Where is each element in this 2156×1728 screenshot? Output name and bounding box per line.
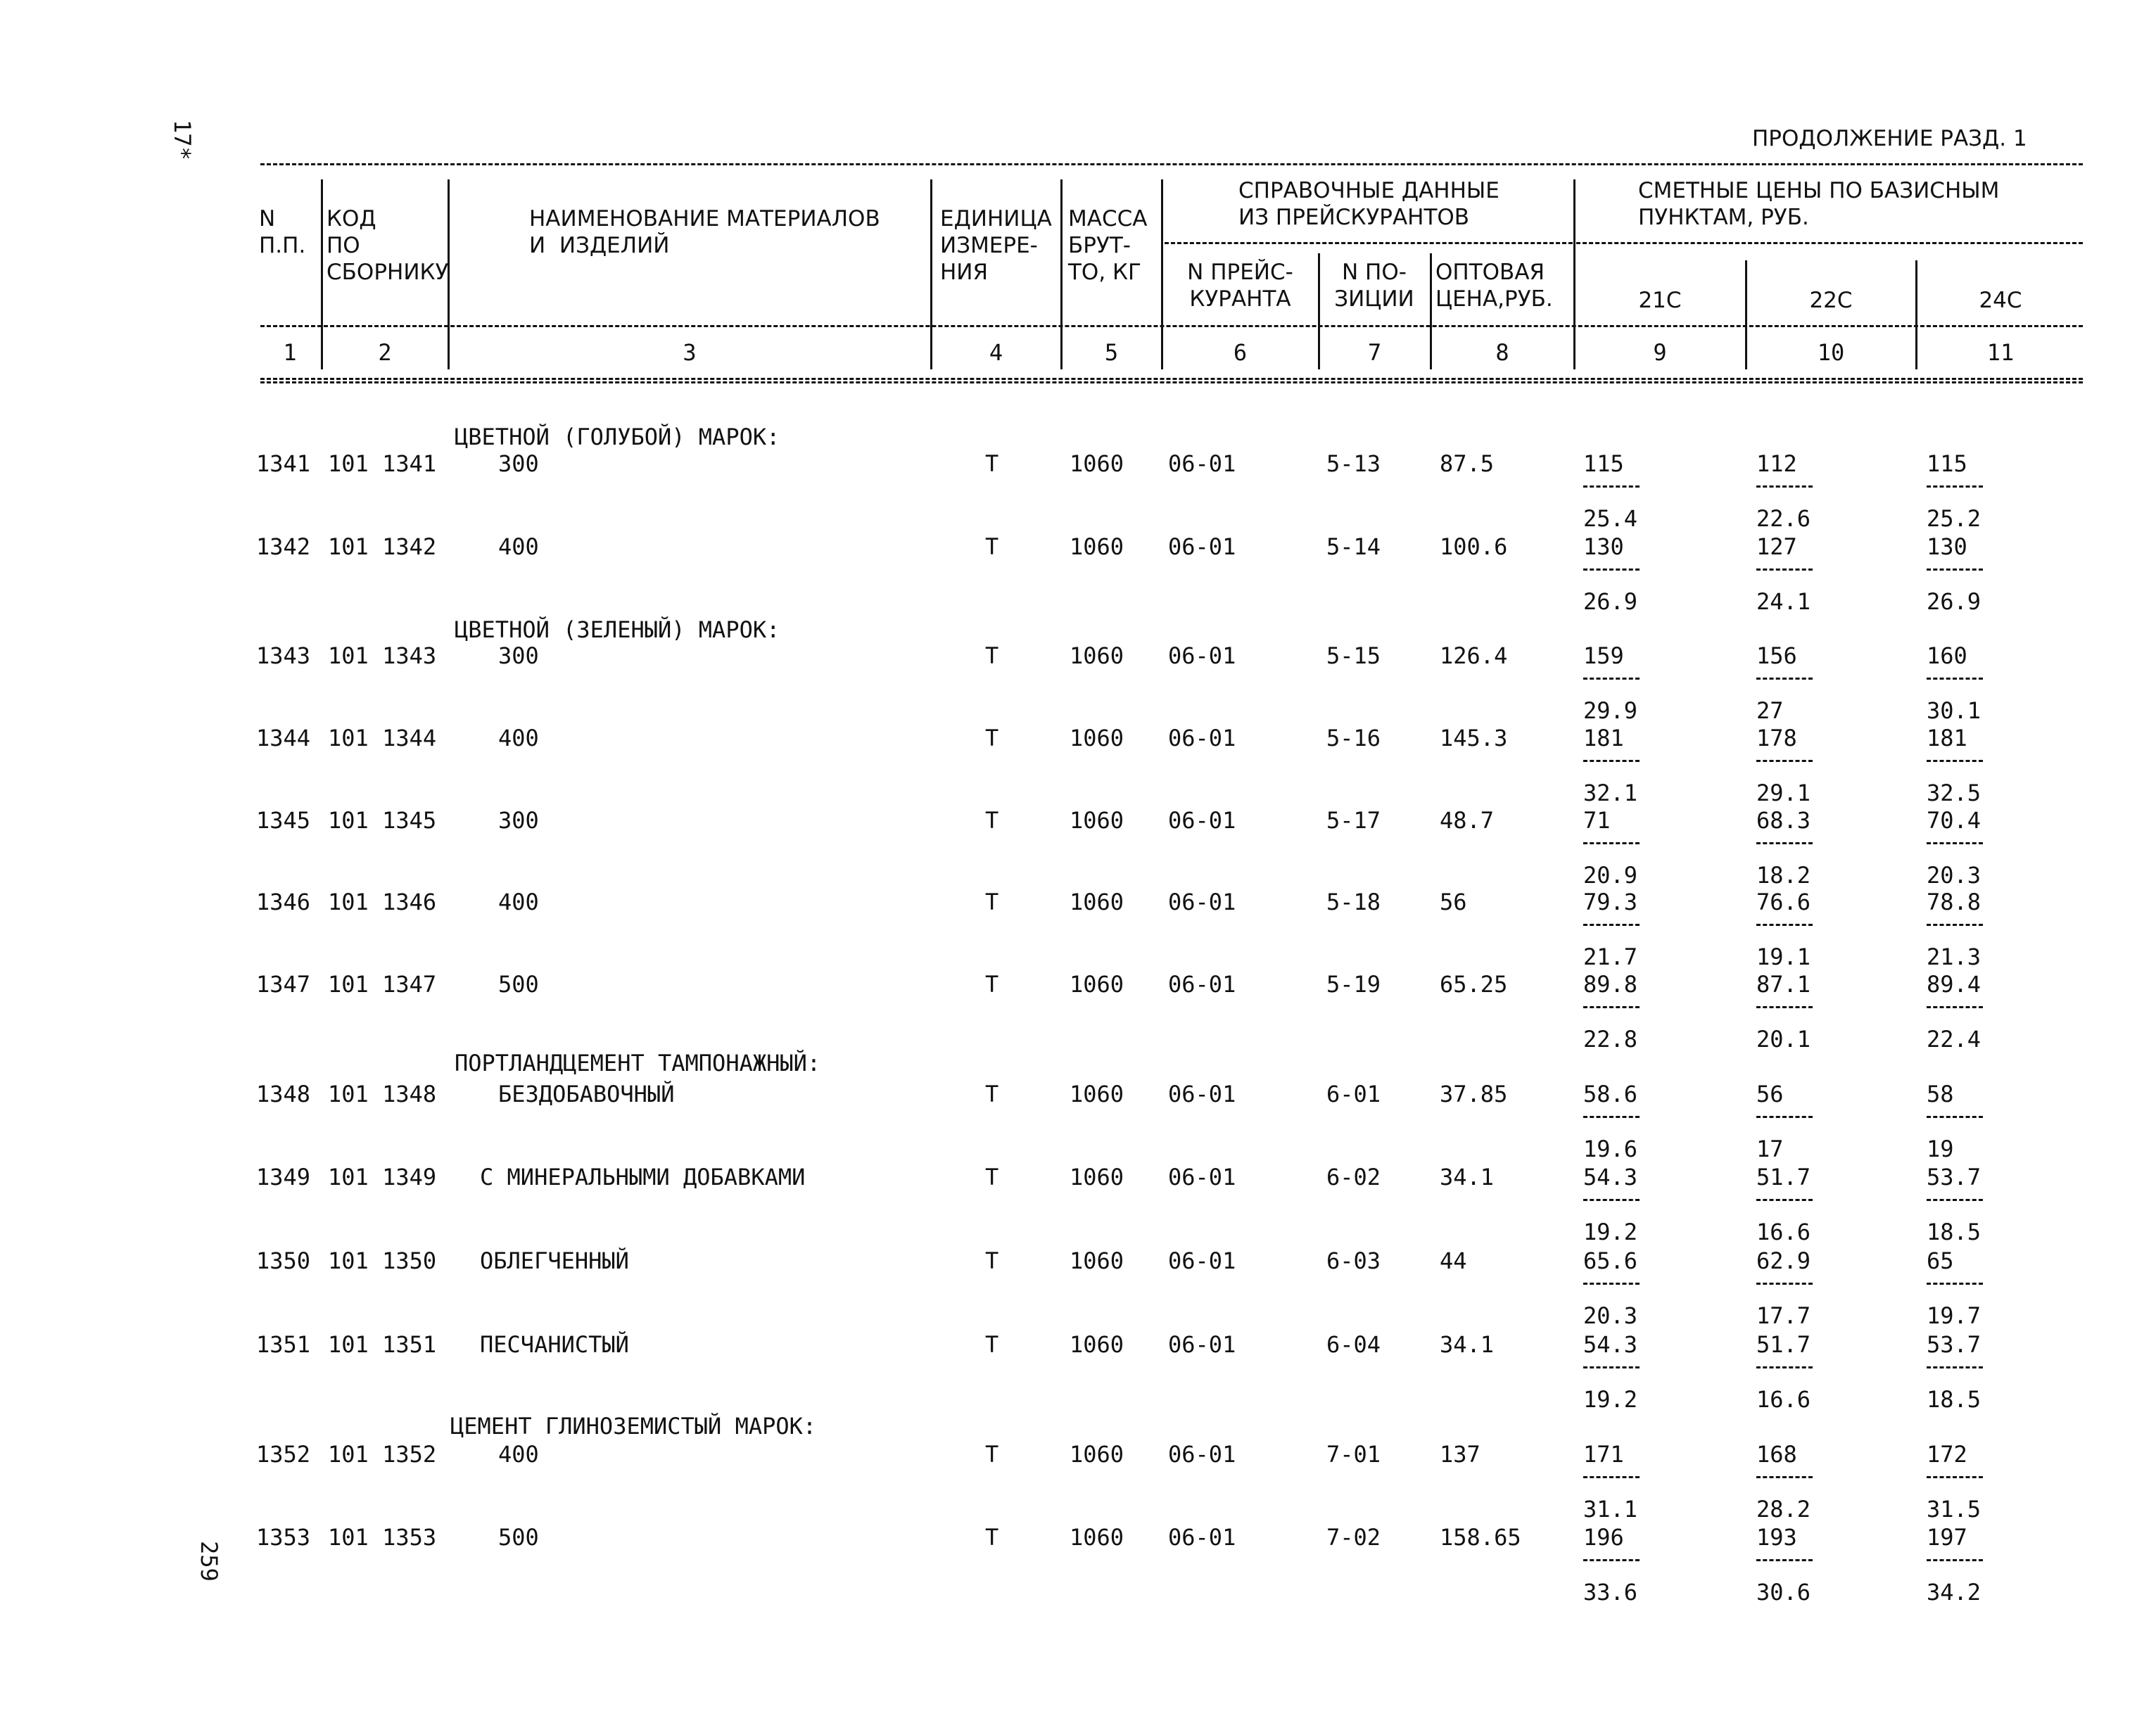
col-sep [1161,179,1163,369]
fraction-line [1756,1283,1813,1285]
price-p24-freight: 20.3 [1927,862,1981,889]
cell-n: 1344 [256,725,311,751]
fraction-line [1756,760,1813,762]
header-col10: 22С [1809,288,1853,313]
price-p21-freight: 19.2 [1583,1386,1638,1413]
cell-mass: 1060 [1070,1164,1124,1190]
header-col4: ЕДИНИЦА ИЗМЕРЕ- НИЯ [940,206,1052,285]
price-p24-freight: 22.4 [1927,1026,1981,1053]
cell-unit: Т [985,1331,999,1358]
fraction-line [1756,924,1813,926]
cell-n: 1352 [256,1441,311,1468]
fraction-line [1927,760,1983,762]
price-p21-base: 54.3 [1583,1331,1638,1358]
price-p22-base: 51.7 [1756,1164,1811,1190]
fraction-line [1927,1559,1983,1561]
cell-mass: 1060 [1070,1524,1124,1551]
cell-mass: 1060 [1070,450,1124,477]
cell-code: 101 1353 [328,1524,437,1551]
price-p24-base: 115 [1927,450,1967,477]
header-col5: МАССА БРУТ- ТО, КГ [1068,206,1148,285]
cell-price-list: 06-01 [1168,889,1236,915]
price-p24-freight: 30.1 [1927,697,1981,724]
cell-wholesale: 34.1 [1440,1331,1495,1358]
price-p22-base: 127 [1756,533,1797,560]
cell-code: 101 1341 [328,450,437,477]
cell-position: 6-04 [1326,1331,1381,1358]
fraction-line [1927,485,1983,488]
cell-position: 7-02 [1326,1524,1381,1551]
price-p24-base: 70.4 [1927,807,1981,834]
cell-n: 1342 [256,533,311,560]
cell-code: 101 1343 [328,642,437,669]
cell-name: БЕЗДОБАВОЧНЫЙ [498,1081,675,1107]
header-group-ref: СПРАВОЧНЫЕ ДАННЫЕ ИЗ ПРЕЙСКУРАНТОВ [1238,178,1499,230]
price-p24-base: 160 [1927,642,1967,669]
price-p24-base: 65 [1927,1247,1954,1274]
fraction-line [1583,1366,1640,1368]
header-col9: 21С [1638,288,1682,313]
fraction-line [1583,1006,1640,1008]
price-p21-base: 65.6 [1583,1247,1638,1274]
cell-position: 5-18 [1326,889,1381,915]
price-p24-base: 53.7 [1927,1331,1981,1358]
cell-wholesale: 34.1 [1440,1164,1495,1190]
cell-unit: Т [985,1524,999,1551]
header-col8: ОПТОВАЯ ЦЕНА,РУБ. [1435,260,1553,312]
fraction-line [1756,1366,1813,1368]
cell-mass: 1060 [1070,971,1124,998]
column-number: 2 [378,339,392,366]
cell-n: 1350 [256,1247,311,1274]
header-col2: КОД ПО СБОРНИКУ [326,206,449,285]
table-body-rule [260,381,2083,383]
price-p22-base: 62.9 [1756,1247,1811,1274]
cell-price-list: 06-01 [1168,1081,1236,1107]
cell-n: 1347 [256,971,311,998]
cell-name: 500 [498,971,539,998]
fraction-line [1927,1116,1983,1118]
price-p21-freight: 21.7 [1583,944,1638,970]
price-p22-base: 112 [1756,450,1797,477]
fraction-line [1583,1476,1640,1478]
column-number: 6 [1233,339,1248,366]
cell-price-list: 06-01 [1168,1164,1236,1190]
cell-unit: Т [985,1441,999,1468]
price-p24-freight: 21.3 [1927,944,1981,970]
fraction-line [1756,678,1813,680]
column-number: 11 [1986,339,2015,366]
price-p21-base: 54.3 [1583,1164,1638,1190]
cell-position: 6-01 [1326,1081,1381,1107]
price-p21-freight: 25.4 [1583,505,1638,532]
column-number: 10 [1817,339,1845,366]
cell-mass: 1060 [1070,807,1124,834]
cell-unit: Т [985,1247,999,1274]
cell-mass: 1060 [1070,1081,1124,1107]
price-p22-freight: 20.1 [1756,1026,1811,1053]
cell-unit: Т [985,642,999,669]
price-p22-freight: 29.1 [1756,780,1811,806]
cell-price-list: 06-01 [1168,971,1236,998]
price-p21-freight: 33.6 [1583,1579,1638,1606]
price-p22-base: 178 [1756,725,1797,751]
price-p22-base: 56 [1756,1081,1784,1107]
column-number: 4 [989,339,1003,366]
cell-price-list: 06-01 [1168,1441,1236,1468]
cell-code: 101 1350 [328,1247,437,1274]
cell-position: 5-16 [1326,725,1381,751]
price-p24-freight: 26.9 [1927,588,1981,615]
fraction-line [1927,1006,1983,1008]
price-p22-base: 87.1 [1756,971,1811,998]
fraction-line [1927,678,1983,680]
cell-position: 7-01 [1326,1441,1381,1468]
group-title: ЦЕМЕНТ ГЛИНОЗЕМИСТЫЙ МАРОК: [450,1413,817,1440]
price-p21-freight: 26.9 [1583,588,1638,615]
cell-name: ОБЛЕГЧЕННЫЙ [480,1247,629,1274]
fraction-line [1583,678,1640,680]
header-col11: 24С [1979,288,2022,313]
price-p22-freight: 24.1 [1756,588,1811,615]
cell-unit: Т [985,725,999,751]
price-p24-freight: 19.7 [1927,1302,1981,1329]
cell-price-list: 06-01 [1168,642,1236,669]
signature-mark: 17* [169,120,196,160]
price-p22-freight: 16.6 [1756,1219,1811,1245]
fraction-line [1927,1476,1983,1478]
cell-price-list: 06-01 [1168,1331,1236,1358]
fraction-line [1583,485,1640,488]
cell-mass: 1060 [1070,642,1124,669]
cell-mass: 1060 [1070,725,1124,751]
price-p21-base: 79.3 [1583,889,1638,915]
price-p22-base: 193 [1756,1524,1797,1551]
price-p21-freight: 22.8 [1583,1026,1638,1053]
column-number-rule [260,378,2083,380]
cell-name: 300 [498,450,539,477]
cell-n: 1346 [256,889,311,915]
cell-price-list: 06-01 [1168,725,1236,751]
cell-name: С МИНЕРАЛЬНЫМИ ДОБАВКАМИ [480,1164,806,1190]
price-p22-freight: 18.2 [1756,862,1811,889]
header-col7: N ПО- ЗИЦИИ [1334,260,1414,312]
cell-unit: Т [985,889,999,915]
cell-n: 1348 [256,1081,311,1107]
fraction-line [1927,568,1983,571]
fraction-line [1756,485,1813,488]
price-p22-freight: 28.2 [1756,1496,1811,1523]
price-p24-freight: 18.5 [1927,1386,1981,1413]
cell-unit: Т [985,1081,999,1107]
cell-n: 1353 [256,1524,311,1551]
column-number: 7 [1367,339,1382,366]
fraction-line [1756,568,1813,571]
price-p21-base: 159 [1583,642,1624,669]
price-p24-freight: 19 [1927,1136,1954,1162]
col-sep [1573,179,1575,369]
fraction-line [1756,1116,1813,1118]
price-p22-freight: 30.6 [1756,1579,1811,1606]
cell-wholesale: 126.4 [1440,642,1508,669]
cell-price-list: 06-01 [1168,450,1236,477]
price-p22-freight: 19.1 [1756,944,1811,970]
price-p22-freight: 16.6 [1756,1386,1811,1413]
cell-code: 101 1351 [328,1331,437,1358]
fraction-line [1927,1366,1983,1368]
cell-n: 1349 [256,1164,311,1190]
fraction-line [1583,1283,1640,1285]
cell-wholesale: 48.7 [1440,807,1495,834]
cell-n: 1345 [256,807,311,834]
price-p22-freight: 17 [1756,1136,1784,1162]
price-p24-base: 172 [1927,1441,1967,1468]
fraction-line [1927,842,1983,844]
fraction-line [1756,1199,1813,1201]
cell-code: 101 1345 [328,807,437,834]
price-p21-freight: 32.1 [1583,780,1638,806]
cell-position: 6-03 [1326,1247,1381,1274]
cell-wholesale: 87.5 [1440,450,1495,477]
cell-wholesale: 65.25 [1440,971,1508,998]
price-p21-base: 181 [1583,725,1624,751]
price-p24-freight: 34.2 [1927,1579,1981,1606]
fraction-line [1756,1476,1813,1478]
col-sep [1915,260,1917,369]
group-title: ПОРТЛАНДЦЕМЕНТ ТАМПОНАЖНЫЙ: [455,1050,821,1076]
cell-position: 5-13 [1326,450,1381,477]
cell-code: 101 1344 [328,725,437,751]
price-p24-freight: 32.5 [1927,780,1981,806]
cell-price-list: 06-01 [1168,1247,1236,1274]
header-col3: НАИМЕНОВАНИЕ МАТЕРИАЛОВ И ИЗДЕЛИЙ [529,206,880,258]
price-p21-base: 71 [1583,807,1611,834]
cell-n: 1341 [256,450,311,477]
fraction-line [1927,1199,1983,1201]
group-rule-prices [1576,242,2083,244]
col-sep [930,179,932,369]
cell-name: 400 [498,725,539,751]
continuation-label: ПРОДОЛЖЕНИЕ РАЗД. 1 [1752,126,2027,151]
price-p24-freight: 18.5 [1927,1219,1981,1245]
cell-position: 5-14 [1326,533,1381,560]
col-sep [1745,260,1747,369]
fraction-line [1583,1199,1640,1201]
price-p21-base: 89.8 [1583,971,1638,998]
price-p24-base: 78.8 [1927,889,1981,915]
header-rule [260,325,2083,327]
cell-name: 400 [498,1441,539,1468]
cell-unit: Т [985,533,999,560]
cell-position: 6-02 [1326,1164,1381,1190]
cell-unit: Т [985,1164,999,1190]
cell-code: 101 1352 [328,1441,437,1468]
column-number: 3 [683,339,697,366]
header-col6: N ПРЕЙС- КУРАНТА [1187,260,1293,312]
cell-position: 5-19 [1326,971,1381,998]
fraction-line [1583,1116,1640,1118]
cell-name: 500 [498,1524,539,1551]
cell-mass: 1060 [1070,889,1124,915]
fraction-line [1583,1559,1640,1561]
price-p21-freight: 19.6 [1583,1136,1638,1162]
group-title: ЦВЕТНОЙ (ГОЛУБОЙ) МАРОК: [455,424,780,450]
price-p24-base: 53.7 [1927,1164,1981,1190]
price-p22-base: 51.7 [1756,1331,1811,1358]
fraction-line [1756,1559,1813,1561]
group-title: ЦВЕТНОЙ (ЗЕЛЕНЫЙ) МАРОК: [455,616,780,643]
col-sep [1430,253,1432,369]
group-rule-ref [1165,242,1573,244]
cell-unit: Т [985,807,999,834]
cell-price-list: 06-01 [1168,807,1236,834]
cell-n: 1351 [256,1331,311,1358]
price-p24-base: 130 [1927,533,1967,560]
cell-wholesale: 44 [1440,1247,1467,1274]
price-p24-base: 89.4 [1927,971,1981,998]
price-p21-freight: 20.9 [1583,862,1638,889]
cell-code: 101 1342 [328,533,437,560]
cell-wholesale: 145.3 [1440,725,1508,751]
cell-code: 101 1348 [328,1081,437,1107]
column-number: 9 [1653,339,1667,366]
cell-price-list: 06-01 [1168,1524,1236,1551]
cell-name: 400 [498,889,539,915]
price-p21-freight: 31.1 [1583,1496,1638,1523]
cell-unit: Т [985,450,999,477]
fraction-line [1583,924,1640,926]
cell-price-list: 06-01 [1168,533,1236,560]
price-p22-base: 156 [1756,642,1797,669]
cell-name: 300 [498,642,539,669]
cell-code: 101 1349 [328,1164,437,1190]
price-p21-base: 115 [1583,450,1624,477]
fraction-line [1927,1283,1983,1285]
fraction-line [1583,568,1640,571]
col-sep [1318,253,1320,369]
col-sep [321,179,323,369]
price-p21-freight: 19.2 [1583,1219,1638,1245]
header-col1: N П.П. [259,206,306,258]
price-p24-base: 58 [1927,1081,1954,1107]
cell-code: 101 1347 [328,971,437,998]
cell-wholesale: 137 [1440,1441,1480,1468]
cell-code: 101 1346 [328,889,437,915]
cell-mass: 1060 [1070,1247,1124,1274]
price-p21-base: 171 [1583,1441,1624,1468]
col-sep [1060,179,1063,369]
cell-position: 5-15 [1326,642,1381,669]
fraction-line [1756,842,1813,844]
price-p24-freight: 31.5 [1927,1496,1981,1523]
price-p21-base: 58.6 [1583,1081,1638,1107]
cell-mass: 1060 [1070,1441,1124,1468]
price-p21-base: 130 [1583,533,1624,560]
price-p22-freight: 22.6 [1756,505,1811,532]
price-p22-base: 76.6 [1756,889,1811,915]
price-p22-base: 68.3 [1756,807,1811,834]
price-p24-base: 181 [1927,725,1967,751]
price-p21-freight: 20.3 [1583,1302,1638,1329]
cell-name: ПЕСЧАНИСТЫЙ [480,1331,629,1358]
cell-mass: 1060 [1070,533,1124,560]
header-group-prices: СМЕТНЫЕ ЦЕНЫ ПО БАЗИСНЫМ ПУНКТАМ, РУБ. [1638,178,2000,230]
cell-mass: 1060 [1070,1331,1124,1358]
price-p22-base: 168 [1756,1441,1797,1468]
column-number: 1 [283,339,297,366]
cell-wholesale: 100.6 [1440,533,1508,560]
table-top-rule [260,163,2083,165]
price-p24-freight: 25.2 [1927,505,1981,532]
cell-name: 300 [498,807,539,834]
fraction-line [1927,924,1983,926]
cell-position: 5-17 [1326,807,1381,834]
cell-wholesale: 37.85 [1440,1081,1508,1107]
fraction-line [1756,1006,1813,1008]
price-p22-freight: 27 [1756,697,1784,724]
cell-wholesale: 56 [1440,889,1467,915]
cell-name: 400 [498,533,539,560]
cell-wholesale: 158.65 [1440,1524,1521,1551]
fraction-line [1583,760,1640,762]
price-p22-freight: 17.7 [1756,1302,1811,1329]
page-number: 259 [196,1541,222,1582]
cell-unit: Т [985,971,999,998]
column-number: 5 [1104,339,1119,366]
price-p21-base: 196 [1583,1524,1624,1551]
price-p24-base: 197 [1927,1524,1967,1551]
fraction-line [1583,842,1640,844]
column-number: 8 [1495,339,1509,366]
cell-n: 1343 [256,642,311,669]
price-p21-freight: 29.9 [1583,697,1638,724]
